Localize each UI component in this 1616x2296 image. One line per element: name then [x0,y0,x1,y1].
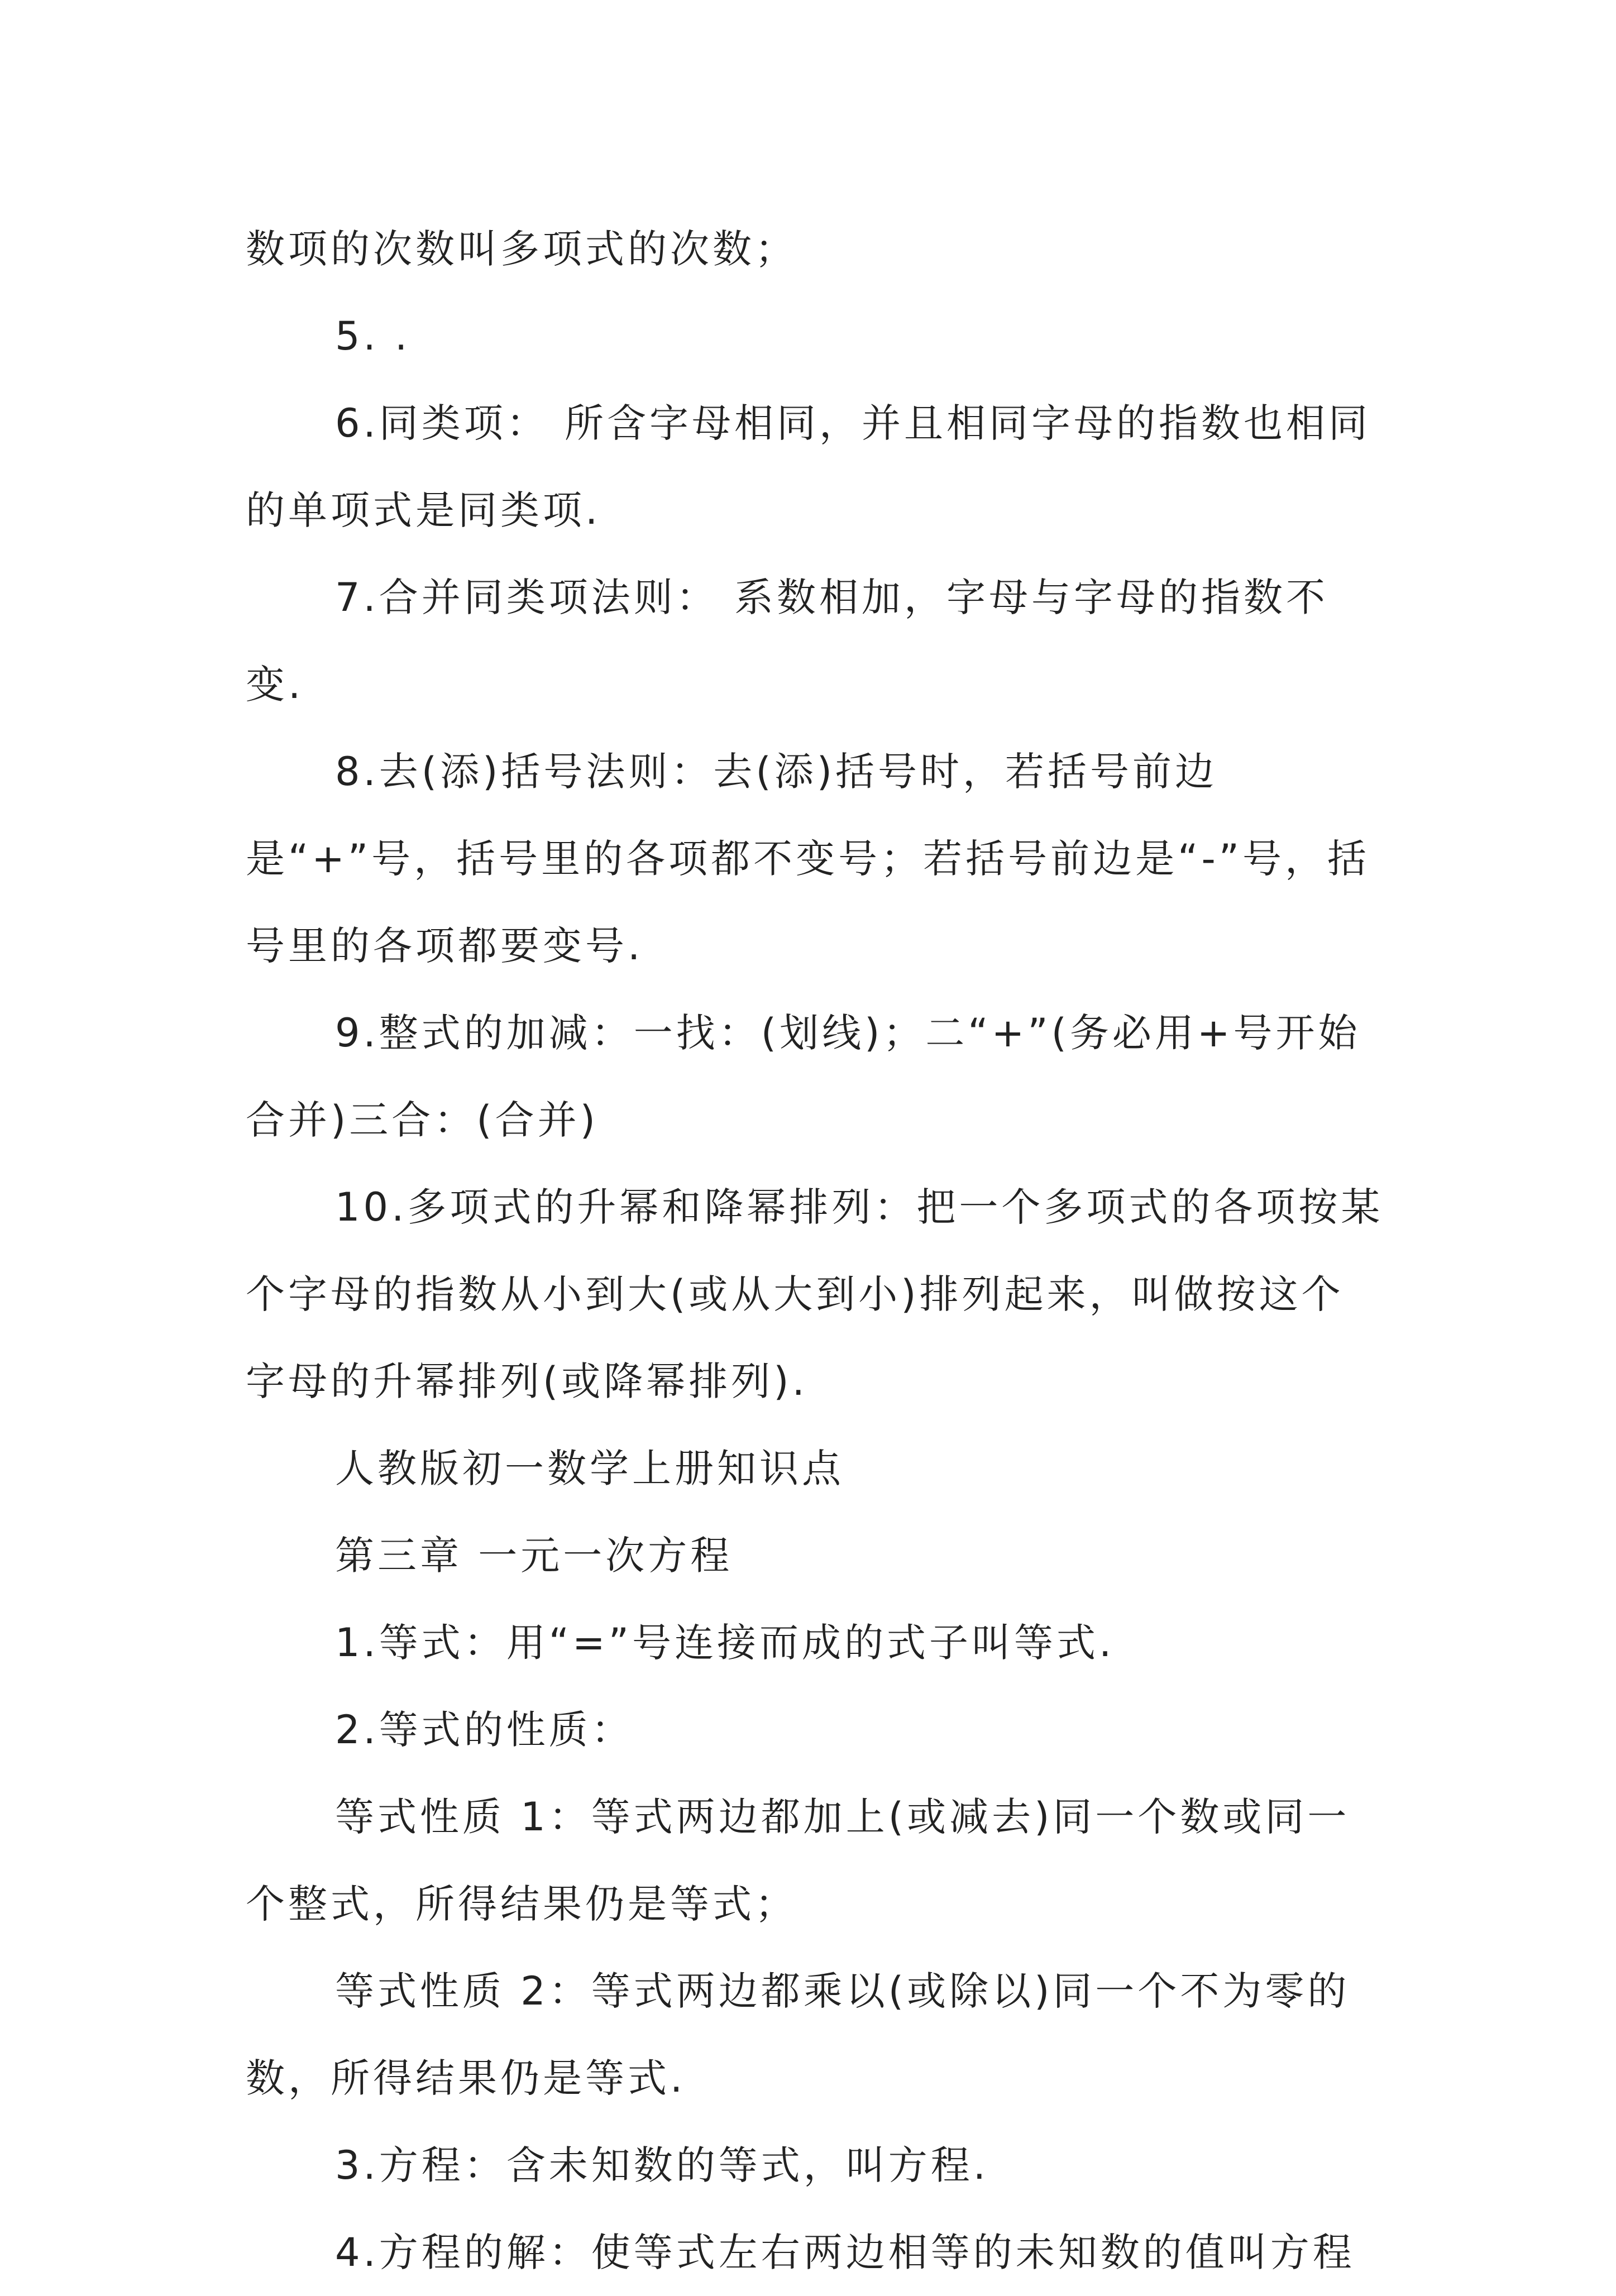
paragraph-item-5: 5. . [335,313,411,359]
paragraph-equation-3: 3.方程：含未知数的等式，叫方程. [335,2142,989,2188]
paragraph-item-10: 10.多项式的升幂和降幂排列：把一个多项式的各项按某个字母的指数从小到大(或从大到小)排列起来，叫做按这个字母的升幂排列(或降幂排列). [246,1184,1384,1404]
document-body [246,205,1385,2296]
paragraph-property-1: 等式性质 1：等式两边都加上(或减去)同一个数或同一个整式，所得结果仍是等式； [246,1794,1350,1927]
chapter-heading: 第三章 一元一次方程 [335,1533,733,1578]
paragraph-equation-1: 1.等式：用“=”号连接而成的式子叫等式. [335,1620,1115,1666]
paragraph-item-7: 7.合并同类项法则： 系数相加，字母与字母的指数不变. [246,575,1329,707]
section-heading: 人教版初一数学上册知识点 [335,1446,844,1491]
paragraph-item-8: 8.去(添)括号法则：去(添)括号时，若括号前边是“+”号，括号里的各项都不变号；若括号前边是“-”号，括号里的各项都要变号. [246,749,1370,969]
paragraph-item-9: 9.整式的加减：一找：(划线)；二“+”(务必用+号开始合并)三合：(合并) [246,1010,1361,1143]
paragraph-property-2: 等式性质 2：等式两边都乘以(或除以)同一个不为零的数，所得结果仍是等式. [246,1968,1350,2101]
paragraph-item-6: 6.同类项： 所含字母相同，并且相同字母的指数也相同的单项式是同类项. [246,400,1371,533]
paragraph-equation-4: 4.方程的解：使等式左右两边相等的未知数的值叫方程 [335,2230,1355,2275]
paragraph-equation-2: 2.等式的性质： [335,1707,634,1753]
paragraph-continuation: 数项的次数叫多项式的次数； [246,226,797,272]
